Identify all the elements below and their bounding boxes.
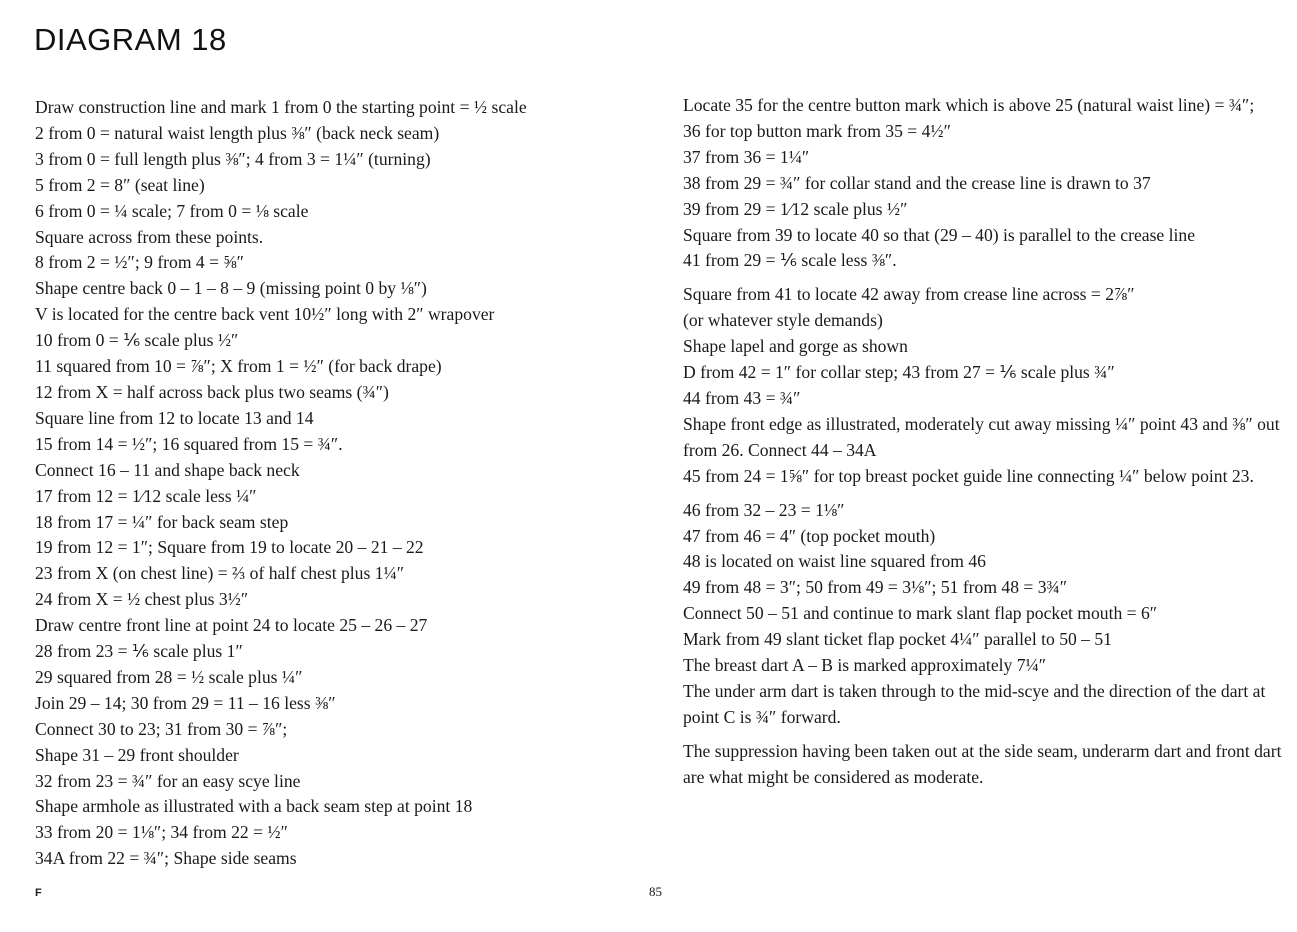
instruction-line: Shape lapel and gorge as shown	[683, 336, 908, 357]
instruction-line: Shape armhole as illustrated with a back seam step at point 18	[35, 796, 473, 817]
instruction-line: D from 42 = 1″ for collar step; 43 from 27 = ⅙ scale plus ¾″	[683, 362, 1115, 383]
instruction-line: 3 from 0 = full length plus ⅜″; 4 from 3 = 1¼″ (turning)	[35, 148, 431, 169]
instruction-line: 17 from 12 = 1⁄12 scale less ¼″	[35, 485, 257, 506]
instruction-line: Draw centre front line at point 24 to locate 25 – 26 – 27	[35, 615, 428, 636]
footer-mark: F	[35, 887, 42, 899]
instruction-line: 47 from 46 = 4″ (top pocket mouth)	[683, 525, 936, 546]
instruction-line: Square line from 12 to locate 13 and 14	[35, 407, 314, 428]
instruction-line: Square from 39 to locate 40 so that (29 – 40) is parallel to the crease line	[683, 224, 1196, 245]
instruction-line: Connect 16 – 11 and shape back neck	[35, 459, 300, 480]
left-column	[35, 95, 645, 872]
instruction-line: Locate 35 for the centre button mark which is above 25 (natural waist line) = ¾″;	[683, 95, 1255, 115]
instruction-line: Connect 50 – 51 and continue to mark slant flap pocket mouth = 6″	[683, 603, 1158, 624]
instruction-line: 19 from 12 = 1″; Square from 19 to locate 20 – 21 – 22	[35, 537, 424, 558]
instruction-line: Shape front edge as illustrated, moderately cut away missing ¼″ point 43 and ⅜″ out from 26. Connect 44 – 34A	[683, 413, 1280, 460]
instruction-line: 45 from 24 = 1⅝″ for top breast pocket guide line connecting ¼″ below point 23.	[683, 465, 1254, 486]
instruction-line: Shape 31 – 29 front shoulder	[35, 744, 239, 765]
instruction-line: Join 29 – 14; 30 from 29 = 11 – 16 less ⅜″	[35, 692, 336, 713]
instruction-line: 12 from X = half across back plus two seams (¾″)	[35, 381, 389, 402]
instruction-line: 2 from 0 = natural waist length plus ⅜″ (back neck seam)	[35, 122, 440, 143]
instruction-line: 6 from 0 = ¼ scale; 7 from 0 = ⅛ scale	[35, 200, 309, 221]
instruction-line: The suppression having been taken out at the side seam, underarm dart and front dart are what might be considered as moderate.	[683, 740, 1282, 787]
instruction-line: 18 from 17 = ¼″ for back seam step	[35, 511, 289, 532]
instruction-line: 29 squared from 28 = ½ scale plus ¼″	[35, 666, 303, 687]
instruction-line: Shape centre back 0 – 1 – 8 – 9 (missing point 0 by ⅛″)	[35, 278, 427, 299]
instruction-line: 48 is located on waist line squared from 46	[683, 551, 986, 572]
instruction-line: 24 from X = ½ chest plus 3½″	[35, 589, 249, 610]
instruction-line: The under arm dart is taken through to the mid-scye and the direction of the dart at point C is ¾″ forward.	[683, 680, 1266, 727]
instruction-line: Connect 30 to 23; 31 from 30 = ⅞″;	[35, 718, 288, 739]
instruction-line: 5 from 2 = 8″ (seat line)	[35, 174, 205, 195]
instruction-line: 10 from 0 = ⅙ scale plus ½″	[35, 330, 239, 351]
instruction-line: Draw construction line and mark 1 from 0 the starting point = ½ scale	[35, 97, 527, 117]
instruction-line: 34A from 22 = ¾″; Shape side seams	[35, 848, 297, 869]
instruction-line: Square across from these points.	[35, 226, 264, 247]
instruction-line: Square from 41 to locate 42 away from crease line across = 2⅞″	[683, 284, 1135, 305]
instruction-line: 38 from 29 = ¾″ for collar stand and the crease line is drawn to 37	[683, 172, 1151, 193]
instruction-line: 23 from X (on chest line) = ⅔ of half chest plus 1¼″	[35, 563, 405, 584]
instruction-line: 33 from 20 = 1⅛″; 34 from 22 = ½″	[35, 822, 288, 843]
instruction-line: 28 from 23 = ⅙ scale plus 1″	[35, 641, 243, 662]
page-title: DIAGRAM 18	[34, 22, 227, 57]
instruction-line: 36 for top button mark from 35 = 4½″	[683, 120, 951, 141]
instruction-line: (or whatever style demands)	[683, 310, 883, 331]
right-column	[683, 93, 1283, 791]
instruction-line: 32 from 23 = ¾″ for an easy scye line	[35, 770, 301, 791]
instruction-line: 41 from 29 = ⅙ scale less ⅜″.	[683, 250, 897, 271]
instruction-line: V is located for the centre back vent 10½″ long with 2″ wrapover	[35, 304, 495, 325]
instruction-line: 15 from 14 = ½″; 16 squared from 15 = ¾″.	[35, 433, 343, 454]
instruction-line: 8 from 2 = ½″; 9 from 4 = ⅝″	[35, 252, 244, 273]
instruction-line: 39 from 29 = 1⁄12 scale plus ½″	[683, 198, 908, 219]
page-number: 85	[649, 884, 662, 899]
instruction-line: The breast dart A – B is marked approximately 7¼″	[683, 655, 1047, 676]
instruction-line: 49 from 48 = 3″; 50 from 49 = 3⅛″; 51 from 48 = 3¾″	[683, 577, 1068, 598]
instruction-line: 46 from 32 – 23 = 1⅛″	[683, 499, 845, 520]
instruction-line: 37 from 36 = 1¼″	[683, 146, 810, 167]
instruction-line: Mark from 49 slant ticket flap pocket 4¼″ parallel to 50 – 51	[683, 629, 1112, 650]
instruction-line: 44 from 43 = ¾″	[683, 387, 801, 408]
instruction-line: 11 squared from 10 = ⅞″; X from 1 = ½″ (for back drape)	[35, 356, 442, 377]
